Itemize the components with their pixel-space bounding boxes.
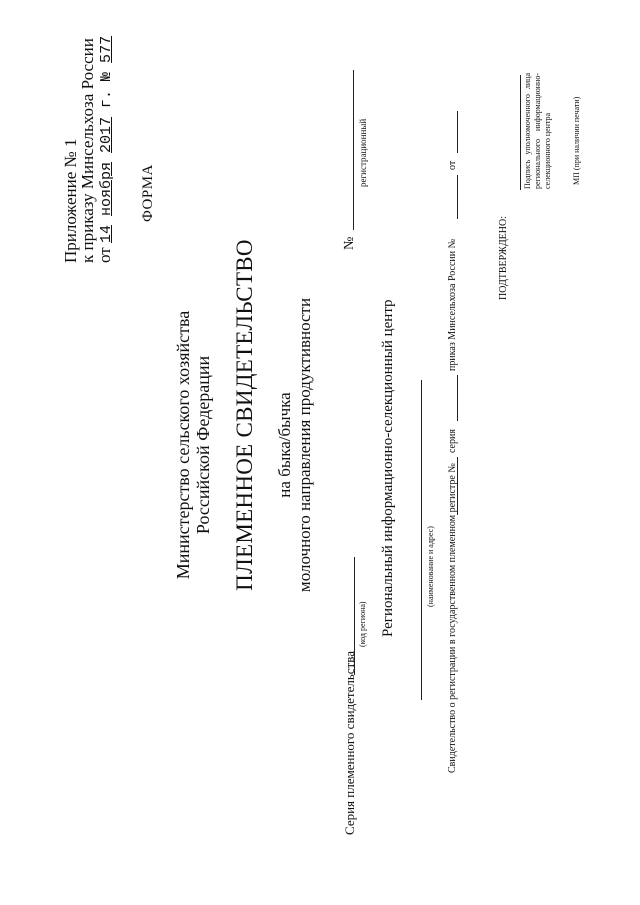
appendix-number: 577: [98, 35, 115, 63]
region-code-hint: (код региона): [358, 601, 367, 647]
subtitle-line-1: на быка/бычка: [275, 392, 294, 498]
signature-field[interactable]: [519, 75, 521, 190]
stamp-caption: МП (при наличии печати): [572, 96, 581, 185]
appendix-block: [62, 36, 115, 263]
appendix-year-suffix: г. №: [98, 62, 115, 117]
order-text: приказ Минсельхоза России №: [447, 238, 458, 371]
registration-number-field[interactable]: [352, 70, 354, 230]
appendix-day: 14: [98, 225, 115, 244]
number-sign: №: [342, 236, 357, 250]
subtitle-line-2: молочного направления продуктивности: [295, 297, 314, 593]
issuer-line-1: Министерство сельского хозяйства: [173, 310, 193, 580]
appendix-month: ноября: [98, 161, 115, 216]
from-word: от: [447, 160, 458, 170]
appendix-year: 2017: [98, 116, 115, 153]
order-date-field[interactable]: [456, 111, 458, 153]
registration-statement: Свидетельство о регистрации в государственном племенном регистре №: [447, 463, 458, 773]
certificate-subtitle: [275, 265, 315, 625]
appendix-line-2: к приказу Минсельхоза России: [78, 38, 97, 263]
series-label: Серия племенного свидетельства: [342, 651, 357, 835]
register-series-field[interactable]: [456, 375, 458, 421]
center-label: Региональный информационно-селекционный центр: [380, 299, 396, 637]
name-address-hint: (наименование и адрес): [426, 526, 435, 607]
appendix-line-3: [96, 36, 115, 263]
region-code-field[interactable]: [353, 557, 355, 675]
register-number-field[interactable]: [456, 457, 458, 515]
registration-hint: регистрационный: [358, 118, 368, 187]
certificate-title: ПЛЕМЕННОЕ СВИДЕТЕЛЬСТВО: [232, 239, 257, 591]
order-number-field[interactable]: [456, 175, 458, 219]
appendix-line-1: Приложение № 1: [61, 138, 80, 263]
appendix-date-prefix: от: [95, 243, 114, 263]
form-label: ФОРМА: [140, 164, 156, 222]
series-word: серия: [447, 429, 458, 453]
center-name-field[interactable]: [420, 380, 422, 700]
signature-caption: Подпись уполномоченного лица регионального информационно-селекционного центра: [523, 73, 552, 189]
issuer-name: [173, 265, 213, 625]
issuer-line-2: Российской Федерации: [193, 355, 213, 535]
confirmed-label: ПОДТВЕРЖДЕНО:: [498, 216, 509, 300]
